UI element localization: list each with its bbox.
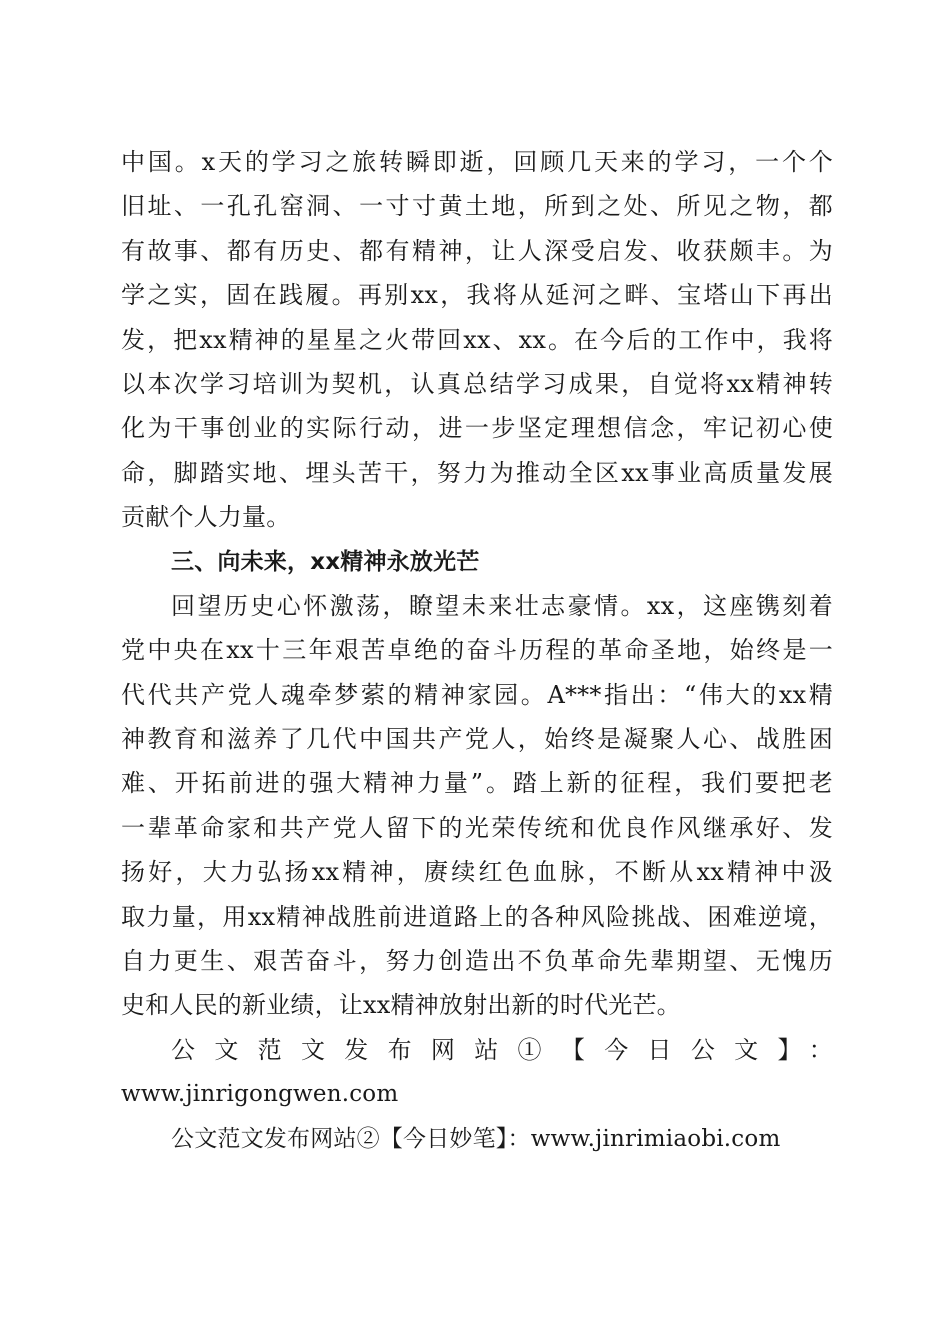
text-line: 扬好，大力弘扬xx精神，赓续红色血脉，不断从xx精神中汲 <box>121 858 833 887</box>
text-line: 命，脚踏实地、埋头苦干，努力为推动全区xx事业高质量发展 <box>121 458 833 487</box>
text-line: 贡献个人力量。 <box>121 503 291 532</box>
section-heading: 三、向未来，xx精神永放光芒 <box>171 548 480 575</box>
text-line: 以本次学习培训为契机，认真总结学习成果，自觉将xx精神转 <box>121 369 833 398</box>
site1-url: www.jinrigongwen.com <box>121 1081 399 1108</box>
text-line: 党中央在xx十三年艰苦卓绝的奋斗历程的革命圣地，始终是一 <box>121 636 833 665</box>
text-line: 化为干事创业的实际行动，进一步坚定理想信念，牢记初心使 <box>121 414 833 443</box>
text-line: 自力更生、艰苦奋斗，努力创造出不负革命先辈期望、无愧历 <box>121 947 833 976</box>
text-line: 发，把xx精神的星星之火带回xx、xx。在今后的工作中，我将 <box>121 325 833 354</box>
text-line: 史和人民的新业绩，让xx精神放射出新的时代光芒。 <box>121 991 681 1020</box>
text-line: 代代共产党人魂牵梦萦的精神家园。A***指出：“伟大的xx精 <box>121 680 833 709</box>
text-line: 中国。x天的学习之旅转瞬即逝，回顾几天来的学习，一个个 <box>121 148 833 176</box>
text-line: 难、开拓前进的强大精神力量”。踏上新的征程，我们要把老 <box>121 769 833 798</box>
footer-links <box>121 1028 833 1161</box>
text-line: 一辈革命家和共产党人留下的光荣传统和优良作风继承好、发 <box>121 813 833 842</box>
site1-label: 公文范文发布网站①【今日公文】： <box>171 1035 833 1064</box>
text-line: 回望历史心怀激荡，瞭望未来壮志豪情。xx，这座镌刻着 <box>171 591 833 620</box>
document-page <box>121 140 833 1161</box>
site2-line: 公文范文发布网站②【今日妙笔】：www.jinrimiaobi.com <box>171 1125 781 1152</box>
paragraph-2 <box>121 584 833 1028</box>
text-line: 取力量，用xx精神战胜前进道路上的各种风险挑战、困难逆境， <box>121 902 833 931</box>
text-line: 学之实，固在践履。再别xx，我将从延河之畔、宝塔山下再出 <box>121 281 833 310</box>
text-line: 旧址、一孔孔窑洞、一寸寸黄土地，所到之处、所见之物，都 <box>121 192 833 221</box>
text-line: 神教育和滋养了几代中国共产党人，始终是凝聚人心、战胜困 <box>121 725 833 754</box>
paragraph-1 <box>121 140 833 540</box>
text-line: 有故事、都有历史、都有精神，让人深受启发、收获颇丰。为 <box>121 236 833 265</box>
